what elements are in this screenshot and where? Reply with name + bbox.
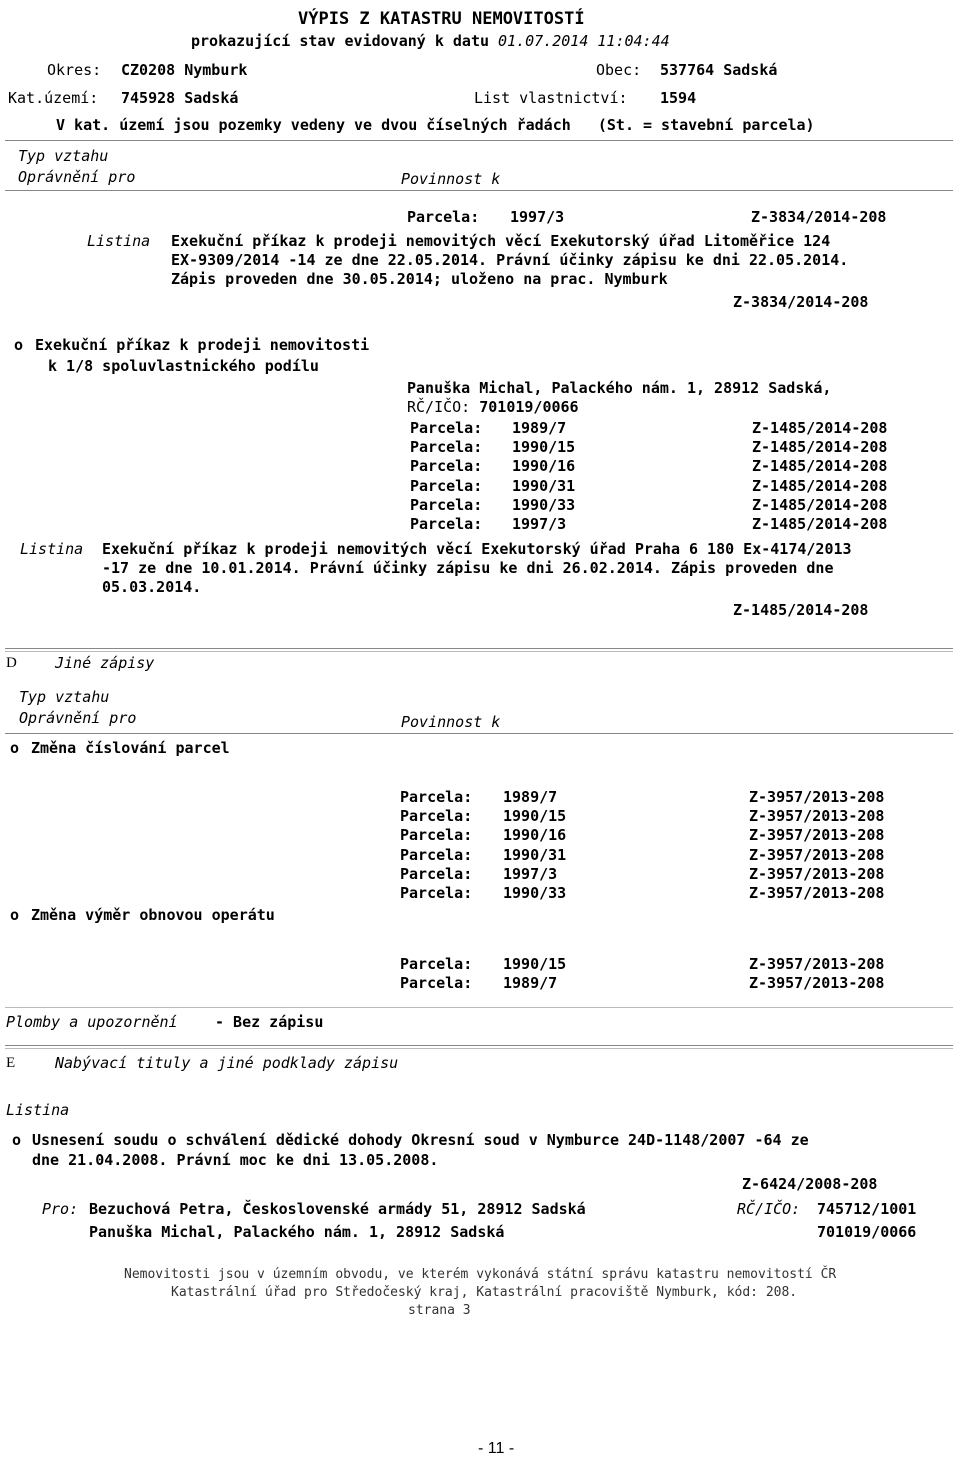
parcela-label: Parcela:: [410, 476, 483, 495]
z-reference: Z-3957/2013-208: [749, 845, 885, 864]
z-reference: Z-3957/2013-208: [749, 826, 885, 845]
footer-text: Katastrální úřad pro Středočeský kraj, Katastrální pracoviště Nymburk, kód: 208.: [171, 1285, 798, 1300]
person-address: Panuška Michal, Palackého nám. 1, 28912 Sadská,: [407, 379, 832, 397]
entry-title: Změna číslování parcel: [31, 739, 230, 757]
parcela-label: Parcela:: [407, 208, 480, 226]
parcela-label: Parcela:: [400, 826, 473, 845]
listina-label: Listina: [6, 1101, 70, 1119]
divider: [5, 1048, 953, 1049]
page-number: - 11 -: [478, 1440, 515, 1457]
okres-label: Okres:: [47, 61, 102, 79]
listina-text: Exekuční příkaz k prodeji nemovitých věcí Exekutorský úřad Litoměřice 124: [171, 232, 831, 250]
bullet: o: [12, 1131, 22, 1149]
parcela-label: Parcela:: [410, 438, 483, 457]
z-reference: Z-1485/2014-208: [752, 438, 888, 457]
col-opravneni-pro: Oprávnění pro: [18, 168, 136, 186]
document-subtitle: prokazující stav evidovaný k datu 01.07.2014 11:04:44: [191, 32, 670, 50]
entry-title: Exekuční příkaz k prodeji nemovitosti: [35, 336, 370, 354]
col-typ-vztahu: Typ vztahu: [19, 688, 110, 706]
listina-text: dne 21.04.2008. Právní moc ke dni 13.05.2008.: [32, 1151, 439, 1169]
footer-page-label: strana 3: [408, 1303, 471, 1318]
parcela-label: Parcela:: [400, 884, 473, 902]
z-reference: Z-1485/2014-208: [752, 476, 888, 495]
section-title: Nabývací tituly a jiné podklady zápisu: [55, 1054, 399, 1072]
parcela-value: 1990/33: [512, 495, 576, 514]
document-title: VÝPIS Z KATASTRU NEMOVITOSTÍ: [298, 9, 585, 29]
parcela-value: 1990/16: [512, 457, 576, 476]
okres-value: CZ0208 Nymburk: [121, 61, 248, 79]
list-label: List vlastnictví:: [474, 89, 628, 107]
divider: [5, 651, 953, 652]
listina-text: Exekuční příkaz k prodeji nemovitých věcí Exekutorský úřad Praha 6 180 Ex-4174/2013: [102, 540, 852, 558]
beneficiary: Bezuchová Petra, Československé armády 51, 28912 Sadská: [89, 1200, 586, 1218]
parcela-value: 1989/7: [503, 974, 558, 993]
parcela-value: 1997/3: [510, 208, 565, 226]
parcela-value: 1990/15: [503, 807, 567, 826]
listina-text: EX-9309/2014 -14 ze dne 22.05.2014. Právní účinky zápisu ke dni 22.05.2014.: [171, 251, 849, 269]
listina-text: Usnesení soudu o schválení dědické dohody Okresní soud v Nymburce 24D-1148/2007 -64 ze: [32, 1131, 809, 1149]
z-reference: Z-3957/2013-208: [749, 955, 885, 973]
bullet: o: [10, 739, 20, 757]
z-reference: Z-3957/2013-208: [749, 864, 885, 883]
parcela-label: Parcela:: [400, 864, 473, 883]
z-reference: Z-3834/2014-208: [751, 208, 887, 226]
z-reference: Z-3957/2013-208: [749, 807, 885, 826]
rc-label: RČ/IČO:: [737, 1200, 801, 1218]
divider: [5, 1045, 953, 1046]
parcela-value: 1990/15: [503, 955, 567, 973]
col-typ-vztahu: Typ vztahu: [18, 147, 109, 165]
plomby-label: Plomby a upozornění: [6, 1013, 178, 1031]
listina-label: Listina: [20, 540, 84, 558]
listina-text: 05.03.2014.: [102, 578, 202, 596]
rc-ico: RČ/IČO: 701019/0066: [407, 398, 579, 416]
katuzemi-label: Kat.území:: [8, 89, 99, 107]
section-title: Jiné zápisy: [55, 654, 155, 672]
divider: [5, 648, 953, 649]
parcela-label: Parcela:: [410, 495, 483, 514]
z-reference: Z-3957/2013-208: [749, 788, 885, 806]
z-reference: Z-1485/2014-208: [752, 457, 888, 476]
parcela-value: 1989/7: [503, 788, 558, 806]
entry-title: k 1/8 spoluvlastnického podílu: [48, 357, 319, 375]
listina-reference: Z-3834/2014-208: [733, 293, 869, 311]
beneficiary: Panuška Michal, Palackého nám. 1, 28912 Sadská: [89, 1223, 505, 1241]
obec-value: 537764 Sadská: [660, 61, 778, 79]
z-reference: Z-1485/2014-208: [752, 515, 888, 533]
plomby-value: - Bez zápisu: [215, 1013, 324, 1031]
z-reference: Z-3957/2013-208: [749, 884, 885, 902]
cadastral-note: V kat. území jsou pozemky vedeny ve dvou číselných řadách (St. = stavební parcela): [56, 116, 815, 134]
footer-text: Nemovitosti jsou v územním obvodu, ve kterém vykonává státní správu katastru nemovitostí ČR: [124, 1267, 837, 1282]
listina-text: -17 ze dne 10.01.2014. Právní účinky zápisu ke dni 26.02.2014. Zápis proveden dne: [102, 559, 834, 577]
listina-label: Listina: [87, 232, 151, 250]
listina-text: Zápis proveden dne 30.05.2014; uloženo na prac. Nymburk: [171, 270, 668, 288]
bullet: o: [14, 336, 24, 354]
listina-reference: Z-6424/2008-208: [742, 1175, 878, 1193]
parcela-label: Parcela:: [400, 788, 473, 806]
parcela-label: Parcela:: [410, 419, 483, 437]
section-letter: E: [6, 1055, 16, 1071]
col-povinnost-k: Povinnost k: [401, 713, 501, 731]
pro-label: Pro:: [42, 1200, 79, 1218]
parcela-label: Parcela:: [400, 974, 473, 993]
z-reference: Z-1485/2014-208: [752, 495, 888, 514]
parcela-label: Parcela:: [400, 807, 473, 826]
parcela-value: 1990/16: [503, 826, 567, 845]
obec-label: Obec:: [596, 61, 642, 79]
rc-value: 745712/1001: [817, 1200, 917, 1218]
section-letter: D: [6, 655, 17, 671]
divider: [5, 733, 953, 734]
parcela-label: Parcela:: [410, 515, 483, 533]
bullet: o: [10, 906, 20, 924]
list-value: 1594: [660, 89, 697, 107]
rc-value: 701019/0066: [817, 1223, 917, 1241]
divider: [5, 1007, 953, 1008]
parcela-value: 1990/33: [503, 884, 567, 902]
parcela-value: 1990/15: [512, 438, 576, 457]
z-reference: Z-3957/2013-208: [749, 974, 885, 993]
divider: [5, 190, 953, 191]
parcela-value: 1990/31: [512, 476, 576, 495]
z-reference: Z-1485/2014-208: [752, 419, 888, 437]
parcela-label: Parcela:: [400, 845, 473, 864]
parcela-label: Parcela:: [410, 457, 483, 476]
parcela-value: 1990/31: [503, 845, 567, 864]
col-opravneni-pro: Oprávnění pro: [19, 709, 137, 727]
parcela-label: Parcela:: [400, 955, 473, 973]
parcela-value: 1997/3: [503, 864, 558, 883]
parcela-value: 1989/7: [512, 419, 567, 437]
katuzemi-value: 745928 Sadská: [121, 89, 239, 107]
entry-title: Změna výměr obnovou operátu: [31, 906, 275, 924]
listina-reference: Z-1485/2014-208: [733, 601, 869, 619]
divider: [5, 140, 953, 141]
parcela-value: 1997/3: [512, 515, 567, 533]
col-povinnost-k: Povinnost k: [401, 170, 501, 188]
